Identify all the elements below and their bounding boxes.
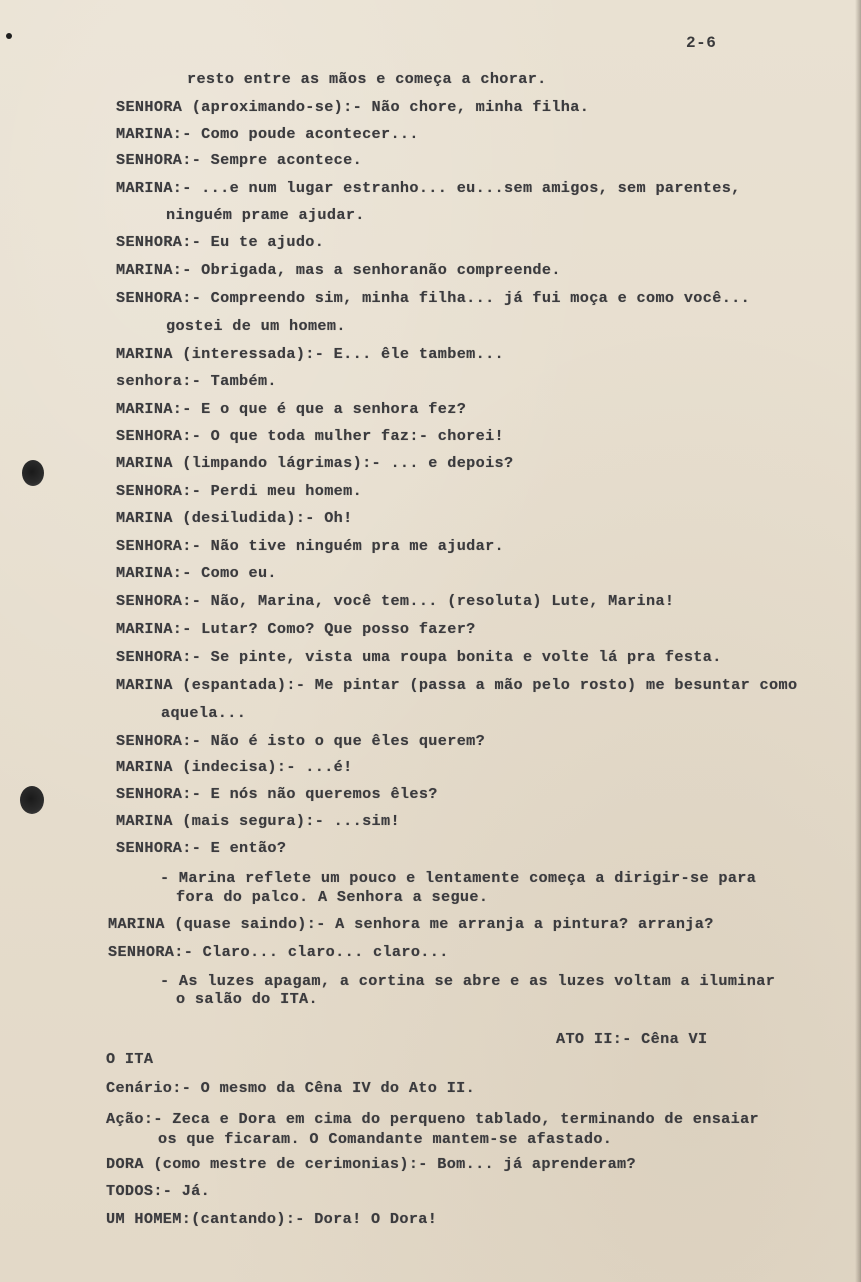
script-line: resto entre as mãos e começa a chorar.	[187, 70, 547, 88]
script-line: Ação:- Zeca e Dora em cima do perqueno tablado, terminando de ensaiar	[106, 1110, 760, 1128]
script-line: MARINA:- Como poude acontecer...	[116, 125, 419, 143]
script-line: DORA (como mestre de cerimonias):- Bom... já aprenderam?	[106, 1155, 636, 1173]
script-line: SENHORA:- E então?	[116, 839, 287, 857]
script-line: SENHORA:- Não é isto o que êles querem?	[116, 732, 486, 750]
script-line: TODOS:- Já.	[106, 1182, 211, 1200]
script-line: MARINA:- Lutar? Como? Que posso fazer?	[116, 620, 476, 638]
script-line: MARINA:- Como eu.	[116, 564, 277, 582]
script-line: os que ficaram. O Comandante mantem-se afastado.	[158, 1130, 613, 1148]
stage-direction: o salão do ITA.	[176, 990, 318, 1008]
page-number: 2-6	[686, 34, 717, 52]
location-heading: O ITA	[106, 1050, 154, 1068]
stage-direction: - Marina reflete um pouco e lentamente começa a dirigir-se para	[160, 869, 757, 887]
script-line: MARINA (interessada):- E... êle tambem...	[116, 345, 505, 363]
script-line: UM HOMEM:(cantando):- Dora! O Dora!	[106, 1210, 438, 1228]
script-line: MARINA (espantada):- Me pintar (passa a mão pelo rosto) me besuntar como	[116, 676, 798, 694]
script-line: MARINA (indecisa):- ...é!	[116, 758, 353, 776]
script-line: SENHORA:- Não tive ninguém pra me ajudar.	[116, 537, 505, 555]
script-line: MARINA:- E o que é que a senhora fez?	[116, 400, 467, 418]
script-line: SENHORA:- Claro... claro... claro...	[108, 943, 449, 961]
script-line: aquela...	[161, 704, 247, 722]
script-line: SENHORA (aproximando-se):- Não chore, minha filha.	[116, 98, 590, 116]
script-line: Cenário:- O mesmo da Cêna IV do Ato II.	[106, 1079, 476, 1097]
script-line: MARINA:- Obrigada, mas a senhoranão compreende.	[116, 261, 561, 279]
script-line: SENHORA:- Se pinte, vista uma roupa bonita e volte lá pra festa.	[116, 648, 722, 666]
script-line: gostei de um homem.	[166, 317, 346, 335]
stage-direction: - As luzes apagam, a cortina se abre e as luzes voltam a iluminar	[160, 972, 776, 990]
script-line: MARINA (desiludida):- Oh!	[116, 509, 353, 527]
script-line: ninguém prame ajudar.	[166, 206, 365, 224]
script-line: MARINA:- ...e num lugar estranho... eu...sem amigos, sem parentes,	[116, 179, 741, 197]
script-line: SENHORA:- E nós não queremos êles?	[116, 785, 438, 803]
script-line: senhora:- Também.	[116, 372, 277, 390]
script-line: MARINA (mais segura):- ...sim!	[116, 812, 400, 830]
script-line: SENHORA:- Eu te ajudo.	[116, 233, 325, 251]
script-line: SENHORA:- Sempre acontece.	[116, 151, 363, 169]
script-line: SENHORA:- Perdi meu homem.	[116, 482, 363, 500]
script-line: SENHORA:- O que toda mulher faz:- chorei!	[116, 427, 505, 445]
scene-heading: ATO II:- Cêna VI	[556, 1030, 708, 1048]
script-line: MARINA (quase saindo):- A senhora me arranja a pintura? arranja?	[108, 915, 714, 933]
script-line: SENHORA:- Compreendo sim, minha filha... já fui moça e como você...	[116, 289, 751, 307]
script-line: SENHORA:- Não, Marina, você tem... (resoluta) Lute, Marina!	[116, 592, 675, 610]
stage-direction: fora do palco. A Senhora a segue.	[176, 888, 489, 906]
script-line: MARINA (limpando lágrimas):- ... e depois?	[116, 454, 514, 472]
